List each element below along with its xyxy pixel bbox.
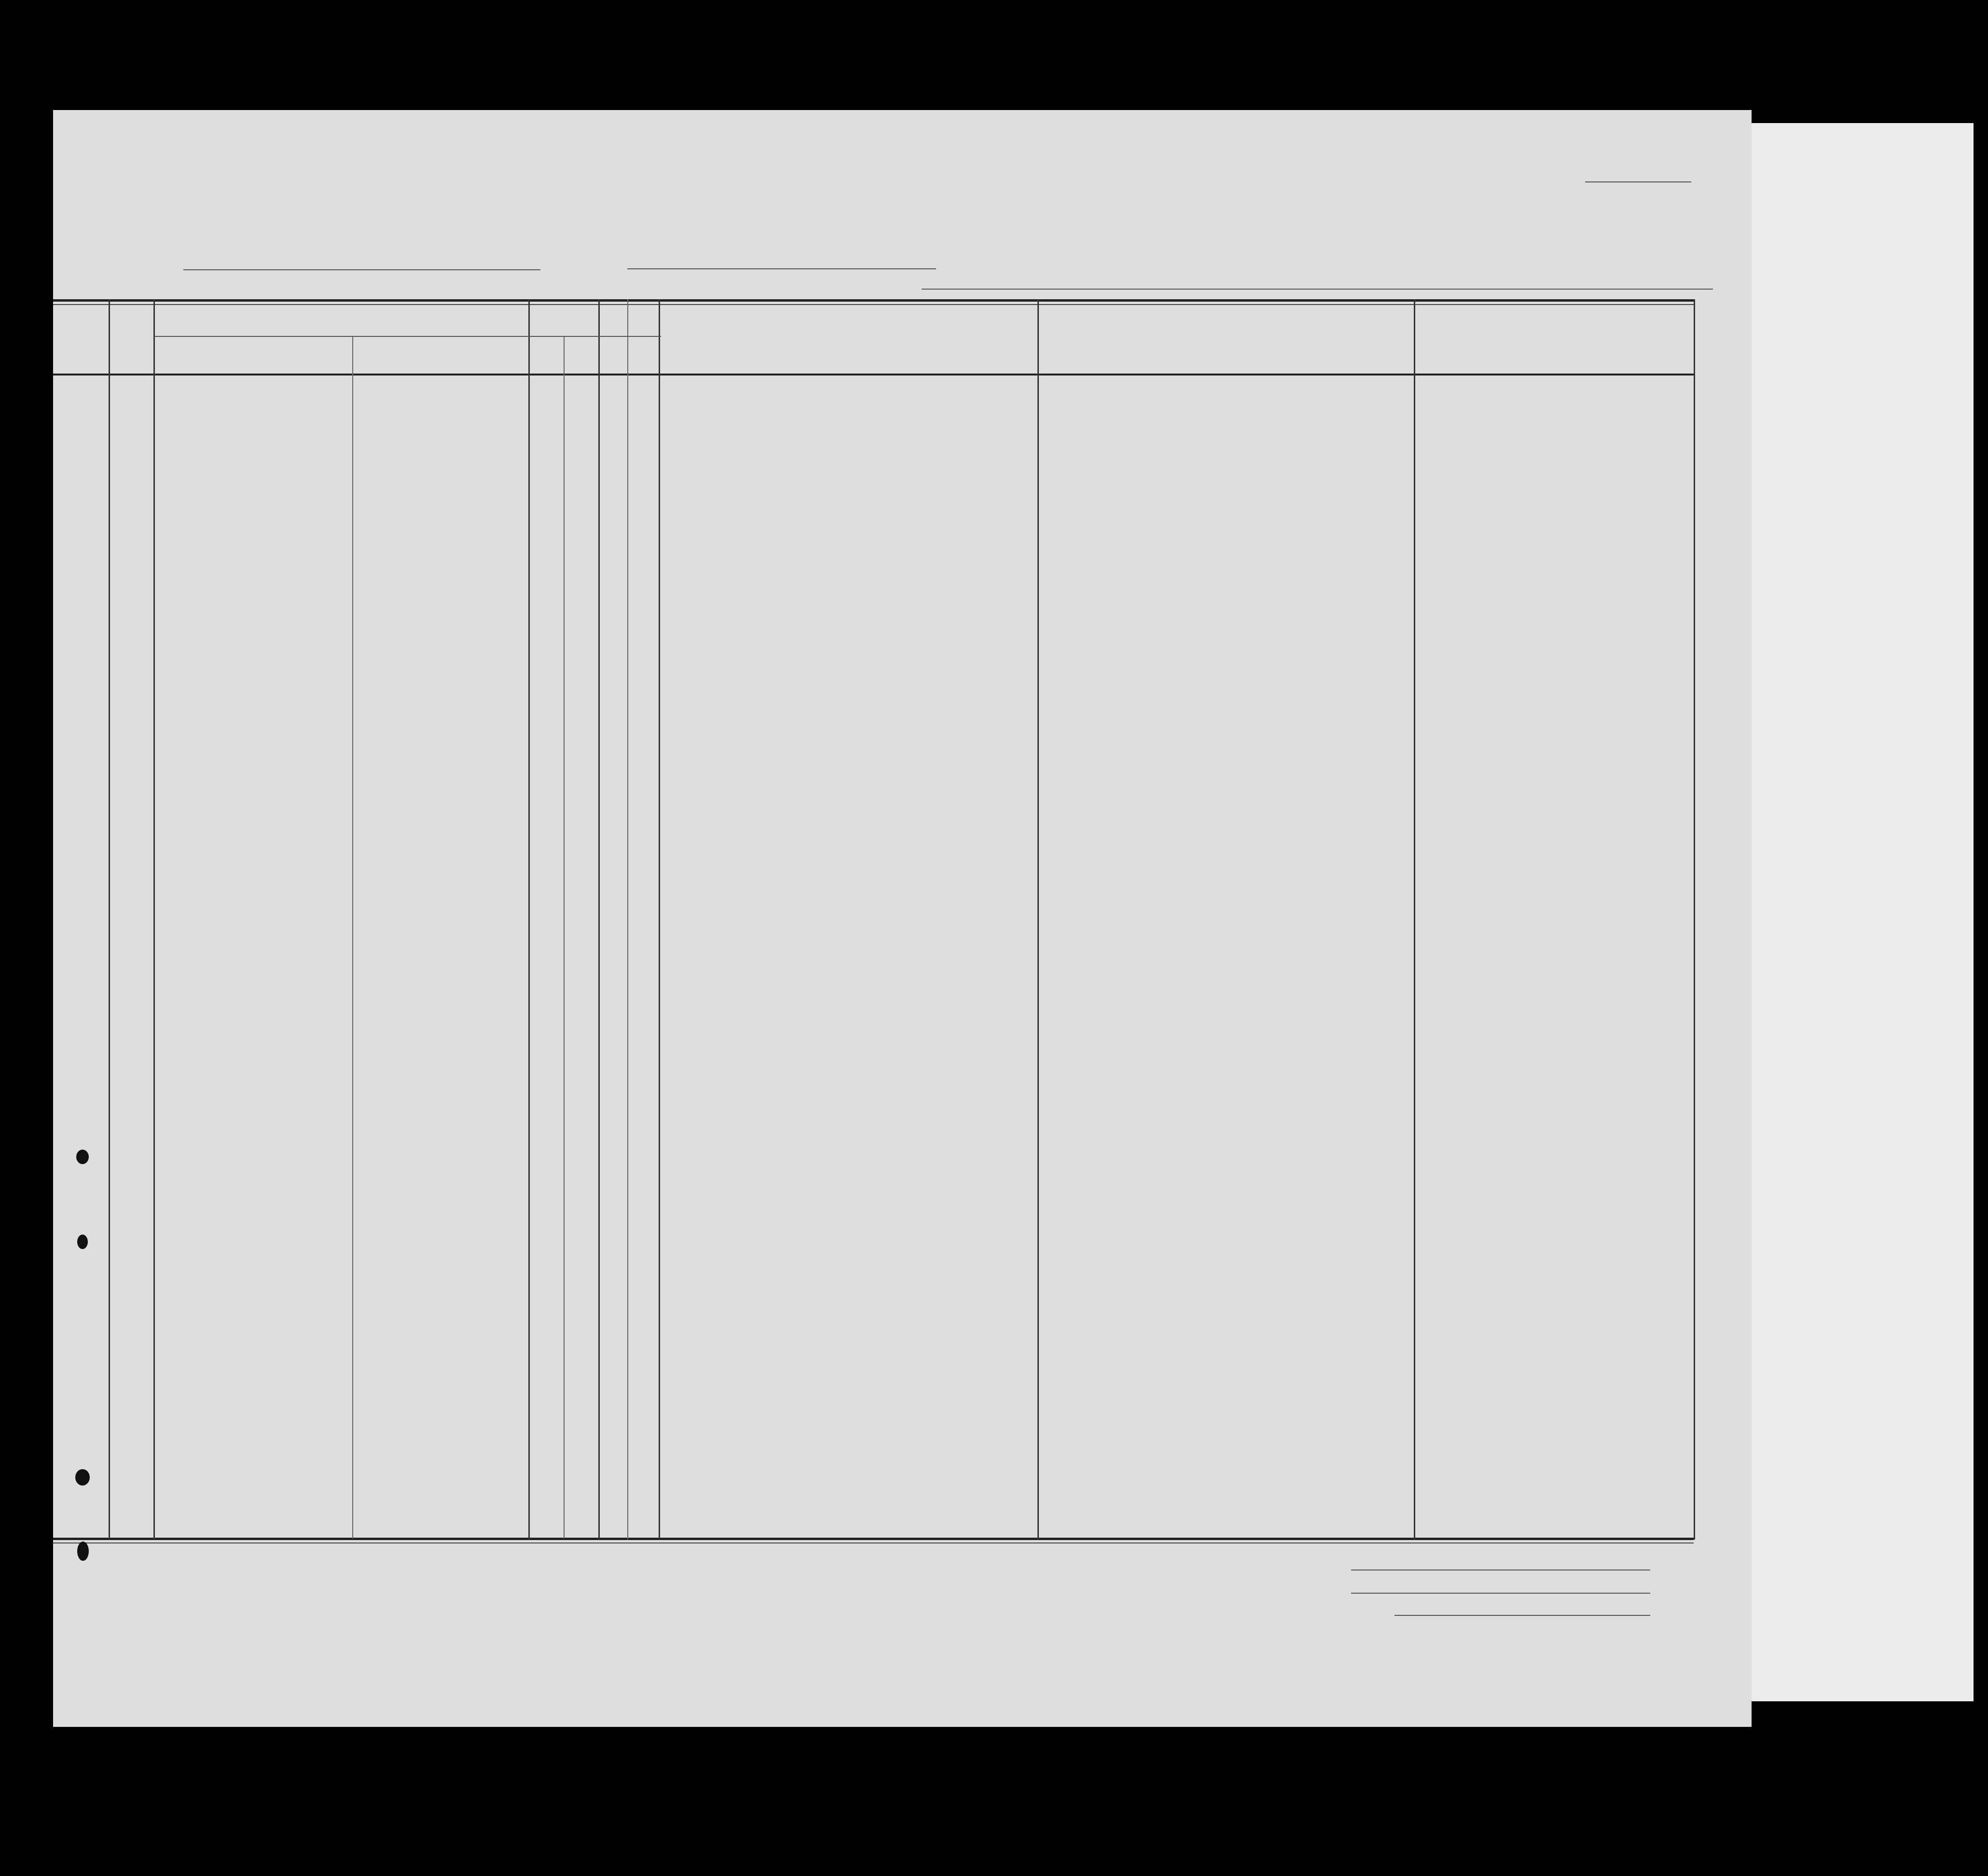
punch-hole — [77, 1542, 89, 1561]
col-line-no — [109, 299, 110, 1540]
name-header-rule — [154, 336, 661, 337]
ship-name — [183, 269, 540, 270]
col-line-native — [1037, 299, 1039, 1540]
underlying-page — [1737, 123, 1974, 1701]
col-line-married — [659, 299, 660, 1540]
punch-hole — [77, 1235, 88, 1249]
number-value — [1585, 181, 1691, 182]
header-bottom-rule — [53, 374, 1694, 375]
punch-hole — [75, 1469, 90, 1486]
col-line-age — [598, 299, 600, 1540]
agents-value — [1394, 1615, 1650, 1616]
col-line-address — [1694, 299, 1695, 1540]
col-line-sex — [627, 299, 628, 1540]
table-top-rule — [53, 299, 1694, 302]
manifest-page — [53, 110, 1752, 1727]
col-line-naturalized — [1414, 299, 1415, 1540]
owners-value — [1351, 1593, 1650, 1594]
table-top-rule-2 — [53, 304, 1694, 305]
table-bottom-rule-2 — [53, 1542, 1694, 1543]
col-line-given — [352, 337, 353, 1539]
col-line-yrs — [564, 337, 565, 1539]
punch-hole — [76, 1150, 89, 1164]
voyage-underline — [922, 289, 1713, 290]
sailing-from — [627, 268, 936, 269]
col-line-family — [153, 299, 155, 1540]
col-line-name — [528, 299, 530, 1540]
table-bottom-rule — [53, 1538, 1694, 1540]
